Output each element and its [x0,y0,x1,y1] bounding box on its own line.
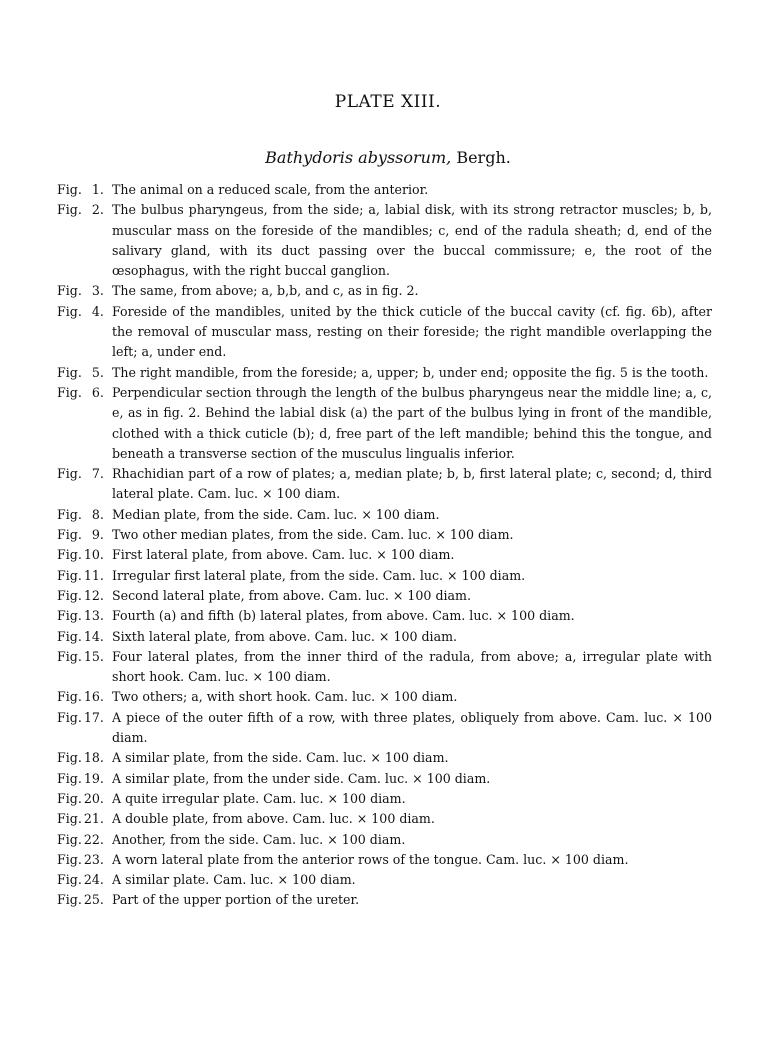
figure-prefix: Fig. [57,872,82,888]
figure-number: 21. [83,811,104,827]
figure-prefix: Fig. [57,506,82,522]
figure-number: 4. [91,303,104,319]
figure-entry [57,545,712,565]
figure-description: A similar plate, from the side. Cam. luc. × 100 diam. [112,750,449,766]
figure-prefix: Fig. [57,587,82,603]
figure-description: The right mandible, from the foreside; a, upper; b, under end; opposite the fig. 5 is the tooth. [112,364,709,380]
figure-description: Two others; a, with short hook. Cam. luc. × 100 diam. [112,689,458,705]
figure-entry [57,850,712,870]
figure-entry [57,627,712,647]
figure-description: Rhachidian part of a row of plates; a, median plate; b, b, first lateral plate; c, second; d, third lateral plate. Cam. luc. × 100 diam. [112,466,712,502]
figure-description: The animal on a reduced scale, from the anterior. [112,182,429,197]
figure-prefix: Fig. [57,750,82,766]
figure-prefix: Fig. [57,466,82,482]
figure-prefix: Fig. [57,790,82,806]
figure-entry [57,525,712,545]
figure-entry [57,647,712,688]
figure-label [57,566,112,586]
figure-description: First lateral plate, from above. Cam. luc. × 100 diam. [112,547,455,563]
figure-prefix: Fig. [57,689,82,705]
figure-number: 9. [91,527,104,543]
figure-label [57,890,112,910]
figure-description: Two other median plates, from the side. Cam. luc. × 100 diam. [112,527,514,543]
figure-label [57,850,112,870]
figure-number: 25. [83,892,104,908]
figure-entry [57,180,712,200]
figure-number: 8. [91,506,104,522]
figure-entry [57,809,712,829]
figure-label [57,708,112,749]
figure-entry [57,606,712,626]
figure-number: 5. [91,364,104,380]
figure-entry [57,708,712,749]
figure-prefix: Fig. [57,831,82,847]
figure-description: A quite irregular plate. Cam. luc. × 100 diam. [112,790,406,806]
figure-entry [57,200,712,281]
figure-prefix: Fig. [57,709,82,725]
figure-label [57,687,112,707]
figure-description: A worn lateral plate from the anterior rows of the tongue. Cam. luc. × 100 diam. [112,851,629,867]
figure-label [57,383,112,464]
figure-description: Foreside of the mandibles, united by the thick cuticle of the buccal cavity (cf. fig. 6b), after the removal of muscular mass, resting on their foreside; the right mandible overlapping the left; a, under end. [112,303,712,360]
figure-entry [57,281,712,301]
figure-number: 11. [83,567,104,583]
figure-prefix: Fig. [57,364,82,380]
species-author: Bergh. [456,148,511,167]
figure-number: 13. [83,608,104,624]
figure-legend-list [57,180,712,911]
figure-label [57,281,112,301]
plate-title: PLATE XIII. [334,92,442,112]
figure-number: 2. [91,202,104,218]
species-subtitle [0,148,776,167]
figure-description: A similar plate, from the under side. Cam. luc. × 100 diam. [112,770,491,786]
figure-prefix: Fig. [57,770,82,786]
figure-entry [57,830,712,850]
figure-number: 18. [83,750,104,766]
figure-label [57,769,112,789]
species-name: Bathydoris abyssorum, [265,148,452,167]
figure-description: Second lateral plate, from above. Cam. luc. × 100 diam. [112,587,471,603]
figure-prefix: Fig. [57,202,82,218]
figure-entry [57,505,712,525]
figure-entry [57,464,712,505]
figure-number: 23. [83,851,104,867]
figure-number: 7. [91,466,104,482]
figure-label [57,464,112,505]
figure-label [57,586,112,606]
figure-entry [57,748,712,768]
figure-label [57,505,112,525]
figure-number: 1. [91,182,104,197]
figure-label [57,200,112,281]
figure-prefix: Fig. [57,384,82,400]
figure-number: 22. [83,831,104,847]
figure-description: Median plate, from the side. Cam. luc. × 100 diam. [112,506,440,522]
figure-prefix: Fig. [57,628,82,644]
figure-entry [57,870,712,890]
figure-entry [57,566,712,586]
figure-number: 20. [83,790,104,806]
figure-label [57,545,112,565]
figure-label [57,809,112,829]
figure-entry [57,586,712,606]
figure-label [57,748,112,768]
figure-entry [57,890,712,910]
figure-description: Four lateral plates, from the inner third of the radula, from above; a, irregular plate with short hook. Cam. luc. × 100 diam. [112,648,712,685]
figure-description: Part of the upper portion of the ureter. [112,892,360,908]
figure-entry [57,302,712,363]
figure-description: Irregular first lateral plate, from the side. Cam. luc. × 100 diam. [112,567,526,583]
figure-number: 14. [83,628,104,644]
figure-prefix: Fig. [57,547,82,563]
figure-label [57,525,112,545]
figure-description: Fourth (a) and fifth (b) lateral plates, from above. Cam. luc. × 100 diam. [112,608,575,624]
figure-prefix: Fig. [57,892,82,908]
figure-label [57,180,112,200]
figure-prefix: Fig. [57,567,82,583]
figure-label [57,363,112,383]
figure-entry [57,687,712,707]
figure-description: Another, from the side. Cam. luc. × 100 diam. [112,831,406,847]
figure-prefix: Fig. [57,608,82,624]
figure-prefix: Fig. [57,182,82,197]
figure-label [57,627,112,647]
figure-number: 17. [83,709,104,725]
figure-number: 24. [83,872,104,888]
figure-description: A piece of the outer fifth of a row, with three plates, obliquely from above. Cam. luc. × 100 diam. [112,709,712,746]
figure-entry [57,363,712,383]
figure-number: 15. [83,648,104,664]
figure-number: 6. [91,384,104,400]
figure-entry [57,769,712,789]
figure-prefix: Fig. [57,283,82,299]
figure-number: 16. [83,689,104,705]
figure-prefix: Fig. [57,851,82,867]
figure-number: 10. [83,547,104,563]
figure-description: A double plate, from above. Cam. luc. × 100 diam. [112,811,435,827]
figure-prefix: Fig. [57,527,82,543]
figure-label [57,647,112,688]
figure-label [57,302,112,363]
figure-description: A similar plate. Cam. luc. × 100 diam. [112,872,356,888]
figure-number: 3. [91,283,104,299]
figure-description: The bulbus pharyngeus, from the side; a, labial disk, with its strong retractor muscles; b, b, muscular mass on the foreside of the mandibles; c, end of the radula sheath; d, end of the salivary gland, with its duct passing over the buccal commissure; e, the root of the œsophagus, with the right buccal ganglion. [112,202,712,279]
figure-label [57,606,112,626]
figure-label [57,789,112,809]
figure-label [57,830,112,850]
figure-entry [57,789,712,809]
figure-prefix: Fig. [57,648,82,664]
figure-description: Sixth lateral plate, from above. Cam. luc. × 100 diam. [112,628,458,644]
figure-number: 12. [83,587,104,603]
figure-label [57,870,112,890]
figure-prefix: Fig. [57,811,82,827]
figure-number: 19. [83,770,104,786]
figure-prefix: Fig. [57,303,82,319]
figure-description: The same, from above; a, b,b, and c, as in fig. 2. [112,283,419,299]
figure-entry [57,383,712,464]
figure-description: Perpendicular section through the length of the bulbus pharyngeus near the middle line; a, c, e, as in fig. 2. Behind the labial disk (a) the part of the bulbus lying in front of the mandible, clothed with a thick cuticle (b); d, free part of the left mandible; behind this the tongue, and beneath a transverse section of the musculus lingualis inferior. [112,384,712,461]
